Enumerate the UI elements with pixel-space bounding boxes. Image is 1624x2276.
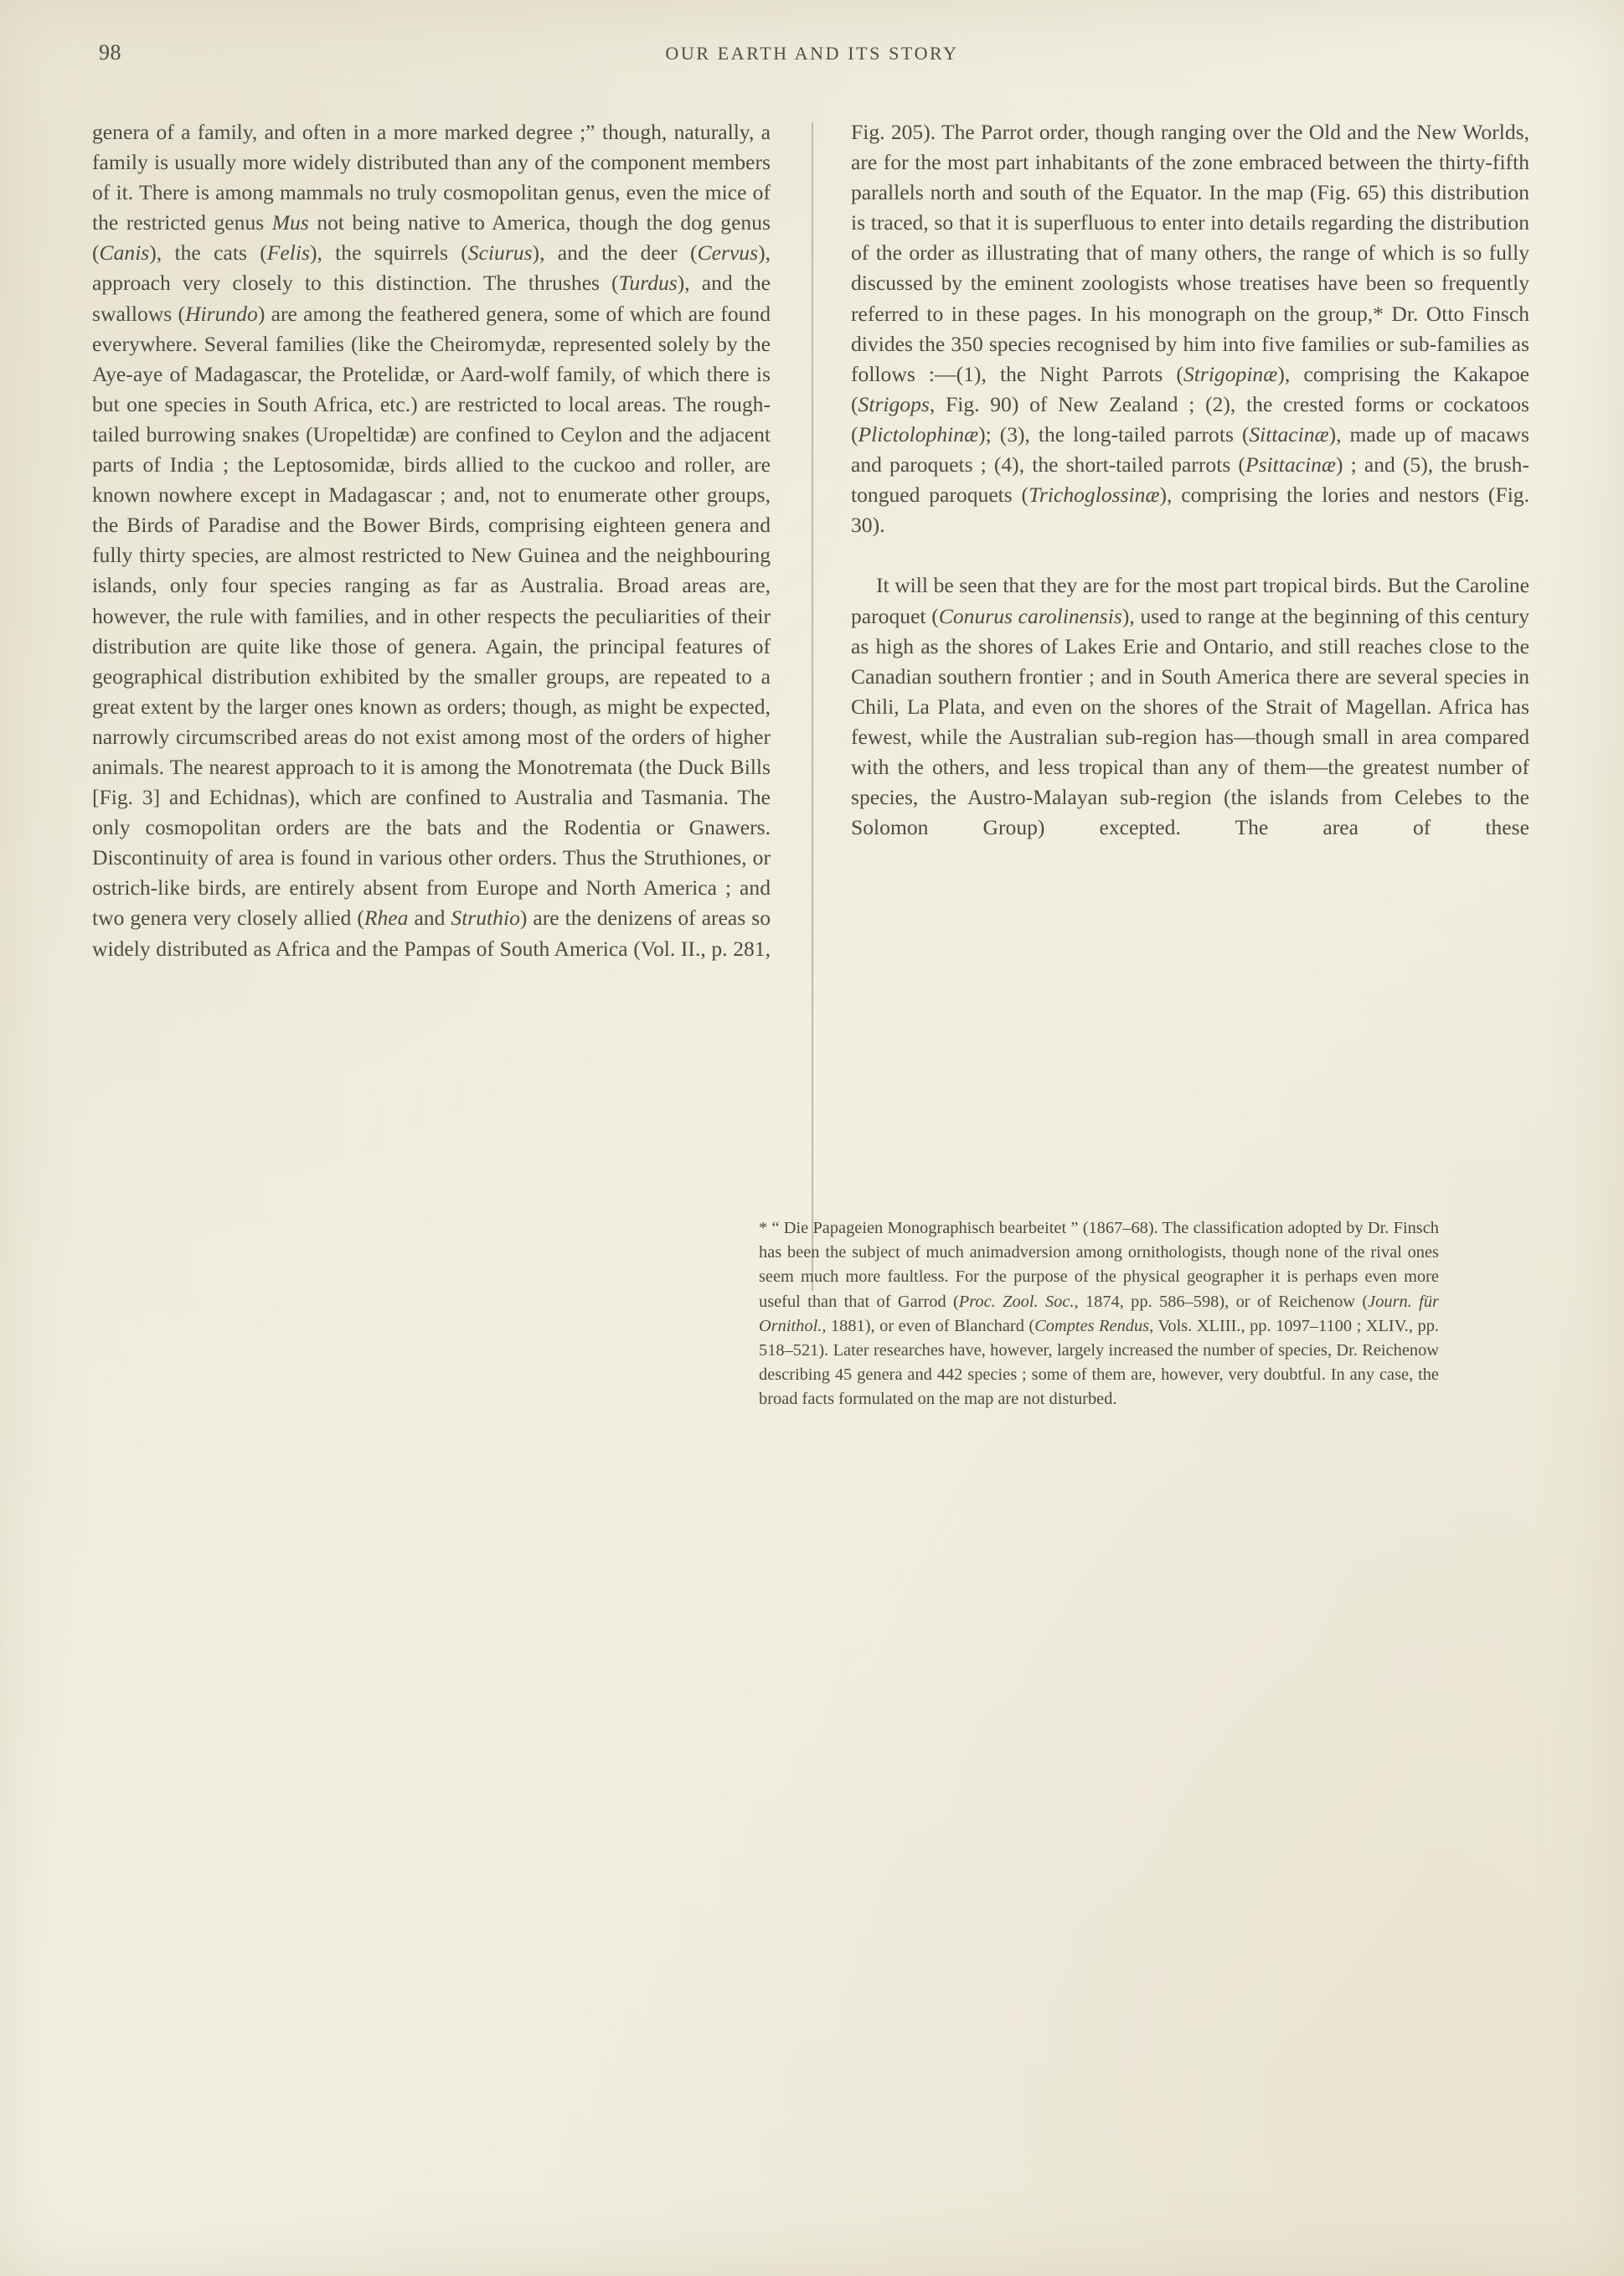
paragraph-left-1 <box>92 117 771 994</box>
footnote-text: * “ Die Papageien Monographisch bearbeitet ” (1867–68). The classification adopted by Dr. Finsch has been the subject of much animadversion among ornithologists, though none of the rival ones seem much more faultless. For the purpose of the physical geographer it is perhaps even more useful than that of Garrod (Proc. Zool. Soc., 1874, pp. 586–598), or of Reichenow (Journ. für Ornithol., 1881), or even of Blanchard (Comptes Rendus, Vols. XLIII., pp. 1097–1100 ; XLIV., pp. 518–521). Later researches have, however, largely increased the number of species, Dr. Reichenow describing 45 genera and 442 species ; some of them are, however, very doubtful. In any case, the broad facts formulated on the map are not disturbed. <box>759 1219 1439 1409</box>
footnote <box>759 1216 1439 1412</box>
column-divider-rule <box>812 122 813 1291</box>
paragraph-text: It will be seen that they are for the most part tropical birds. But the Caroline paroquet (Conurus carolinensis), used to range at the beginning of this century as high as the shores of Lakes Erie and Ontario, and still reaches close to the Canadian southern frontier ; and in South America there are several species in Chili, La Plata, and even on the shores of the Strait of Magellan. Africa has fewest, while the Australian sub-region has—though small in area compared with the others, and less tropical than any of them—the greatest number of species, the Austro-Malayan sub-region (the islands from Celebes to the Solomon Group) excepted. The area of these <box>851 573 1529 840</box>
column-left <box>92 117 771 994</box>
paragraph-text: Fig. 205). The Parrot order, though ranging over the Old and the New Worlds, are for the most part inhabitants of the zone embraced between the thirty-fifth parallels north and south of the Equator. In the map (Fig. 65) this distribution is traced, so that it is superfluous to enter into details regarding the distribution of the order as illustrating that of many others, the range of which is so fully discussed by the eminent zoologists whose treatises have been so frequently referred to in these pages. In his monograph on the group,* Dr. Otto Finsch divides the 350 species recognised by him into five families or sub-families as follows :—(1), the Night Parrots (Strigopinæ), comprising the Kakapoe (Strigops, Fig. 90) of New Zealand ; (2), the crested forms or cockatoos (Plictolophinæ); (3), the long-tailed parrots (Sittacinæ), made up of macaws and paroquets ; (4), the short-tailed parrots (Psittacinæ) ; and (5), the brush-tongued paroquets (Trichoglossinæ), comprising the lories and nestors (Fig. 30). <box>851 120 1529 538</box>
paragraph-text: genera of a family, and often in a more marked degree ;” though, naturally, a family is usually more widely distributed than any of the component members of it. There is among mammals no truly cosmopolitan genus, even the mice of the restricted genus Mus not being native to America, though the dog genus (Canis), the cats (Felis), the squirrels (Sciurus), and the deer (Cervus), approach very closely to this distinction. The thrushes (Turdus), and the swallows (Hirundo) are among the feathered genera, some of which are found everywhere. Several families (like the Cheiromydæ, represented solely by the Aye-aye of Madagascar, the Protelidæ, or Aard-wolf family, of which there is but one species in South Africa, etc.) are restricted to local areas. The rough-tailed burrowing snakes (Uropeltidæ) are confined to Ceylon and the adjacent parts of India ; the Leptosomidæ, birds allied to the cuckoo and roller, are known nowhere except in Madagascar ; and, not to enumerate other groups, the Birds of Paradise and the Bower Birds, comprising eighteen genera and fully thirty species, are almost restricted to New Guinea and the neighbouring islands, only four species ranging as far as Australia. Broad areas are, however, the rule with families, and in other respects the peculiarities of their distribution are quite like those of genera. Again, the principal features of geographical distribution exhibited by the smaller groups, are repeated to a great extent by the larger ones known as orders; though, as might be expected, narrowly circumscribed areas do not exist among most of the orders of higher animals. The nearest approach to it is among the Monotremata (the Duck Bills [Fig. 3] and Echidnas), which are confined to Australia and Tasmania. The only cosmopolitan orders are the bats and the Rodentia or Gnawers. Discontinuity of area is found in various other orders. Thus the Struthiones, or ostrich-like birds, are entirely absent from Europe and North America ; and two genera very closely allied (Rhea and Struthio) are the denizens of areas so widely distributed as Africa and the Pampas of South America (Vol. II., p. 281, <box>92 120 771 961</box>
text-columns <box>92 117 1529 2178</box>
column-right <box>851 117 1529 873</box>
paragraph-right-2 <box>851 570 1529 873</box>
running-head <box>92 40 1532 69</box>
paragraph-right-1 <box>851 117 1529 570</box>
running-head-title: OUR EARTH AND ITS STORY <box>665 43 959 64</box>
footnote-separator <box>759 1204 910 1205</box>
page-number: 98 <box>99 40 121 65</box>
